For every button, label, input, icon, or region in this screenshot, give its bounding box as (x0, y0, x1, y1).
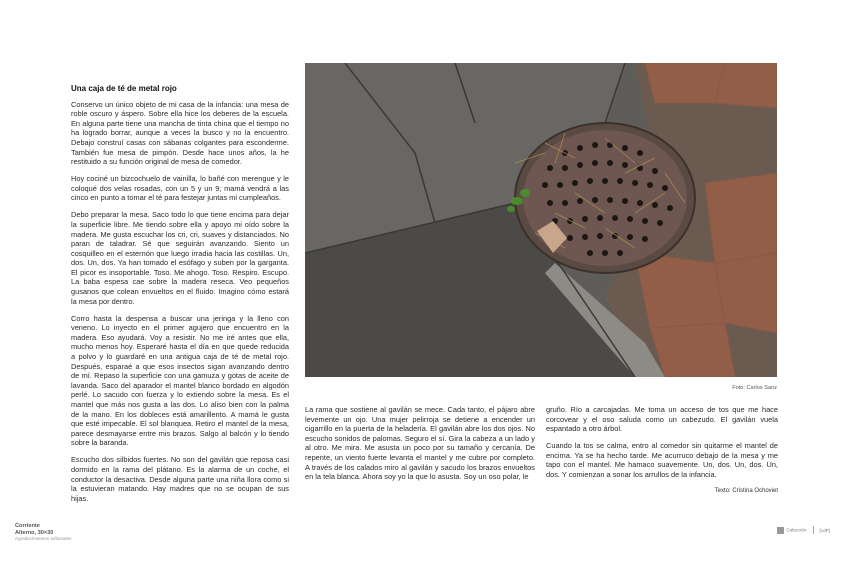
drain-photo (305, 63, 777, 377)
footer-line1: Corriente (15, 523, 40, 529)
text-column-middle (305, 405, 535, 489)
paragraph: Escucho dos silbidos fuertes. No son del gavilán que reposa casi dormido en la rama del plátano. Es la alarma de un coche, el conductor la desactiva. Desde alguna parte una niña llora como si la estuvieran matando. Hay madres que no se ocupan de sus hijas. (71, 455, 289, 503)
paragraph: La rama que sostiene al gavilán se mece. Cada tanto, el pájaro abre levemente un ojo. Una mujer pelirroja se detiene a encender un cigarrillo en la puerta de la heladería. El gavilán abre los dos ojos. No escucho sonidos de palomas. Seguro el sí. Gira la cabeza a un lado y al otro. Me mira. Me asusta un poco por su tamaño y cercanía. De repente, un viento fuerte levanta el mantel y me cubre por completo. A través de los calados miro al gavilán y sacudo los brazos envueltos en la tela blanca. Ahora soy yo la que lo asusta. Soy un oso polar, le (305, 405, 535, 482)
footer-info (15, 523, 71, 543)
footer-line3: Agradecimientos editoriales (15, 536, 72, 542)
paragraph: Cuando la tos se calma, entro al comedor sin quitarme el mantel de encima. Ya se ha hecho tarde. Me acurruco debajo de la mesa y me tapo con el mantel. Me hamaco suavemente. Un, dos. Un, dos. Un, dos. Y comienzan a sonar los arrullos de la infancia. (546, 441, 778, 479)
photo-caption: Foto: Carlos Sanz (732, 385, 777, 391)
footer-logo-label: Colección (786, 527, 807, 533)
paragraph: Corro hasta la despensa a buscar una jeringa y la lleno con veneno. Lo inyecto en el primer agujero que encuentro en la madera. Eso ayudará. Voy a resistir. No me iré antes que ella, mucho menos hoy. Esperaré hasta el día en que quede reducida a polvo y lo guardaré en una antigua caja de té de metal rojo. Después, esparaé a que esos insectos sigan avanzando dentro de mí. Repaso la superficie con una gamuza y gotas de aceite de lavanda. Saco del aparador el mantel blanco bordado en algodón perlé. Lo sacudo con fuerza y lo extiendo sobre la mesa. Es el mantel que más nos gusta a las dos. Lo aliso bien con la palma de la mano. En los dobleces está amarillento. A mamá le gusta que esté impecable. El sol blanquea. Retiro el mantel de la mesa, parece desmayarse entre mis brazos. Salgo al balcón y lo tiendo sobre la baranda. (71, 313, 289, 448)
paragraph: gruño. Río a carcajadas. Me toma un acceso de tos que me hace corcovear y el oso saluda como un cabezudo. El gavilán vuela espantado a otro árbol. (546, 405, 778, 434)
text-credit: Texto: Cristina Ochoviet (714, 487, 778, 494)
text-column-left (71, 84, 289, 511)
paragraph: Conservo un único objeto de mi casa de la infancia: una mesa de roble oscuro y áspero. Sobre ella hice los deberes de la escuela. En alguna parte tiene una mancha de tinta china que el tiempo no ha logrado borrar, aunque a veces la busco y no la encuentro. Debajo construí casas con sábanas colgantes para esconderme. También fue mesa de pimpón. Desde hace unos años, la he restituido a su función original de mesa de comedor. (71, 99, 289, 167)
logo-icon (777, 527, 806, 534)
footer-line2: Alterno, 30×30 (15, 529, 54, 536)
footer-logos (777, 526, 830, 534)
article-title: Una caja de té de metal rojo (71, 84, 177, 93)
divider (813, 526, 814, 534)
footer-logo-label: [cdP] (819, 527, 830, 533)
paragraph: Debo preparar la mesa. Saco todo lo que tiene encima para dejar la superficie libre. Me tiendo sobre ella y apoyo mi oído sobre la madera. Me gusta escuchar los cri, cri, suaves y distanciados. No paran de taladrar. Sé que seguirán avanzando. Siento un cosquilleo en el esternón que luego irradia hacia las costillas. Un, dos. Un, dos. Ya han tomado el esófago y suben por la garganta. El picor es insoportable. Toso. Me ahogo. Toso. Respiro. Escupo. La baba espesa cae sobre la madera reseca. Veo pequeños gusanos que colean envueltos en el fluido. Imagino cómo estará la mesa por dentro. (71, 210, 289, 306)
paragraph: Hoy cociné un bizcochuelo de vainilla, lo bañé con merengue y le coloqué dos velas rosadas, con un 5 y un 9; mamá vendrá a las cinco en punto a tomar el té para festejar juntas mi cumpleaños. (71, 174, 289, 203)
text-column-right (546, 405, 778, 497)
